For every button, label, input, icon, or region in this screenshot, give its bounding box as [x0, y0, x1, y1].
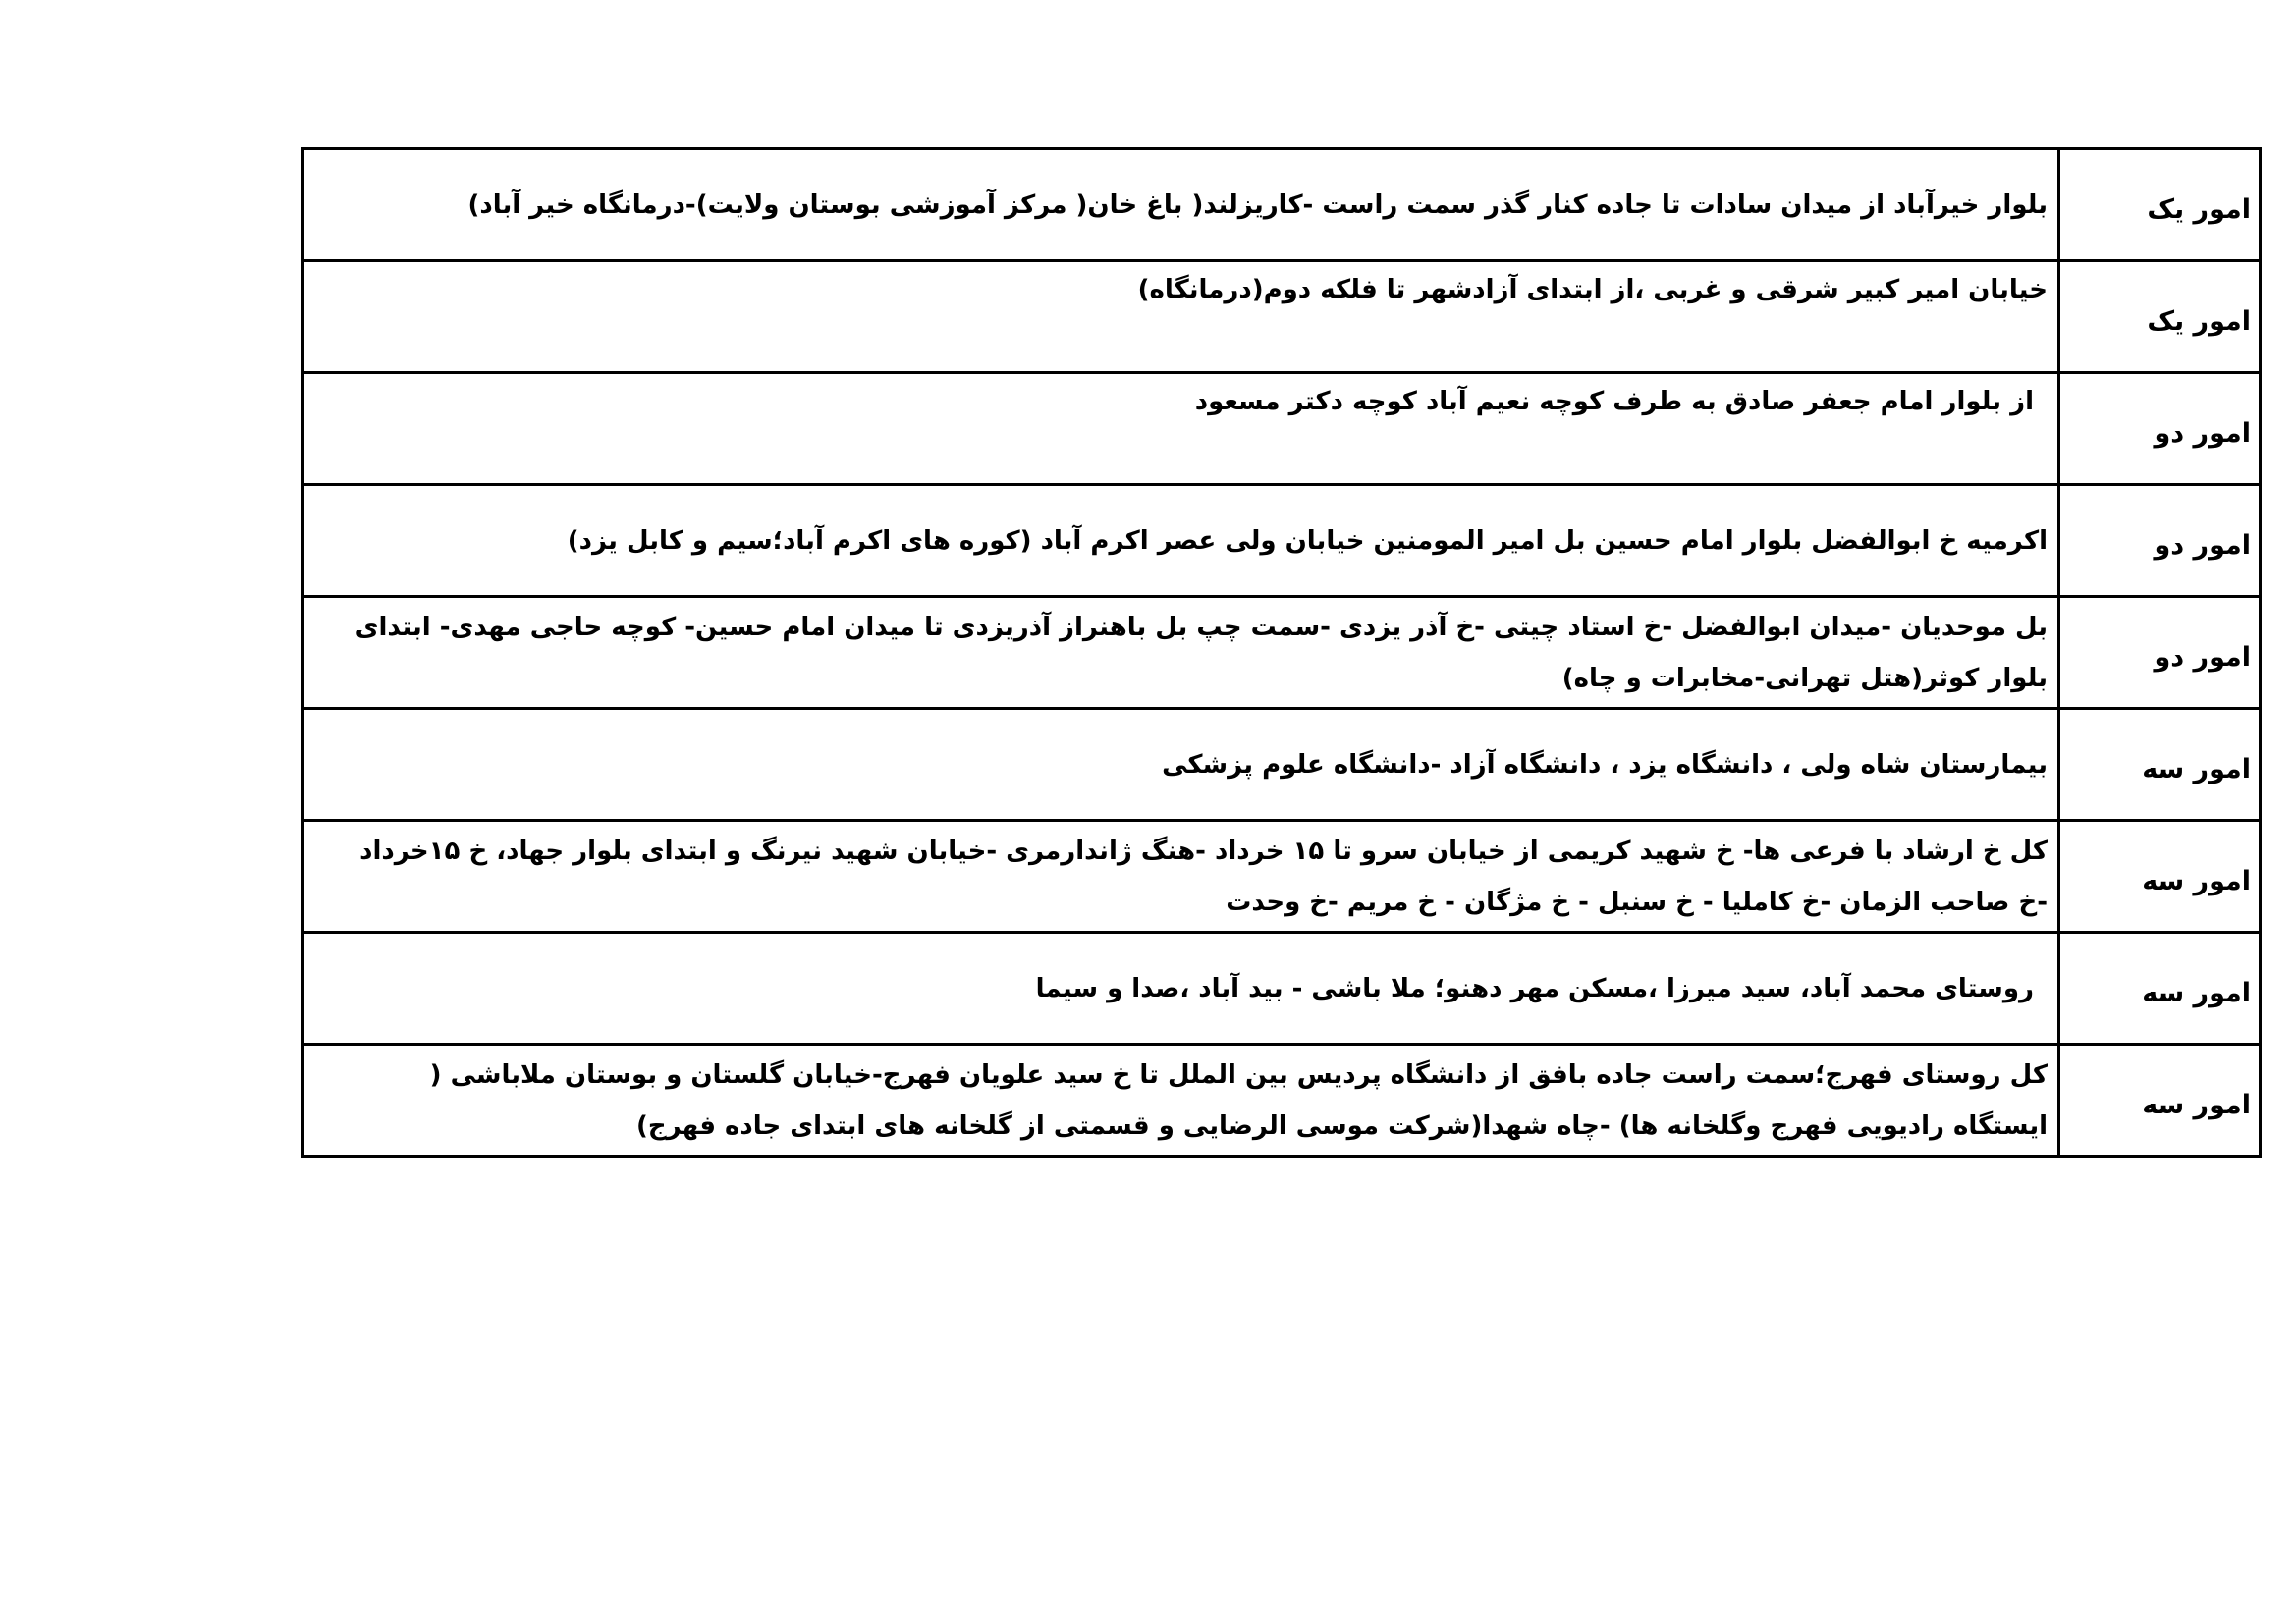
region-cell: امور سه [2059, 709, 2261, 821]
region-cell: امور دو [2059, 597, 2261, 709]
area-cell: اکرمیه خ ابوالفضل بلوار امام حسین بل امیر المومنین خیابان ولی عصر اکرم آباد (کوره های اکرم آباد؛سیم و کابل یزد) [303, 485, 2059, 597]
area-cell: کل روستای فهرج؛سمت راست جاده بافق از دانشگاه پردیس بین الملل تا خ سید علویان فهرج-خیابان گلستان و بوستان ملاباشی ( ایستگاه رادیویی فهرج وگلخانه ها) -چاه شهدا(شرکت موسی الرضایی و قسمتی از گلخانه های ابتدای جاده فهرج) [303, 1045, 2059, 1157]
table-row [303, 485, 2261, 597]
area-cell: بلوار خیرآباد از میدان سادات تا جاده کنار گذر سمت راست -کاریزلند( باغ خان( مرکز آموزشی بوستان ولایت)-درمانگاه خیر آباد) [303, 149, 2059, 261]
area-cell: روستای محمد آباد، سید میرزا ،مسکن مهر دهنو؛ ملا باشی - بید آباد ،صدا و سیما [303, 933, 2059, 1045]
table-row [303, 597, 2261, 709]
table-row [303, 373, 2261, 485]
region-cell: امور دو [2059, 485, 2261, 597]
region-cell: امور یک [2059, 149, 2261, 261]
area-cell: بیمارستان شاه ولی ، دانشگاه یزد ، دانشگاه آزاد -دانشگاه علوم پزشکی [303, 709, 2059, 821]
table-row [303, 261, 2261, 373]
region-cell: امور یک [2059, 261, 2261, 373]
area-cell: از بلوار امام جعفر صادق به طرف کوچه نعیم آباد کوچه دکتر مسعود [303, 373, 2059, 485]
table-row [303, 1045, 2261, 1157]
area-cell: بل موحدیان -میدان ابوالفضل -خ استاد چیتی -خ آذر یزدی -سمت چپ بل باهنراز آذریزدی تا میدان امام حسین- کوچه حاجی مهدی- ابتدای بلوار کوثر(هتل تهرانی-مخابرات و چاه) [303, 597, 2059, 709]
table-row [303, 933, 2261, 1045]
region-cell: امور دو [2059, 373, 2261, 485]
table-row [303, 709, 2261, 821]
table-row [303, 149, 2261, 261]
region-cell: امور سه [2059, 821, 2261, 933]
outage-areas-table [301, 147, 2262, 1158]
table-row [303, 821, 2261, 933]
region-cell: امور سه [2059, 933, 2261, 1045]
area-cell: خیابان امیر کبیر شرقی و غربی ،از ابتدای آزادشهر تا فلکه دوم(درمانگاه) [303, 261, 2059, 373]
area-cell: کل خ ارشاد با فرعی ها- خ شهید کریمی از خیابان سرو تا ۱۵ خرداد -هنگ ژاندارمری -خیابان شهید نیرنگ و ابتدای بلوار جهاد، خ ۱۵خرداد -خ صاحب الزمان -خ کاملیا - خ سنبل - خ مژگان - خ مریم -خ وحدت [303, 821, 2059, 933]
region-cell: امور سه [2059, 1045, 2261, 1157]
